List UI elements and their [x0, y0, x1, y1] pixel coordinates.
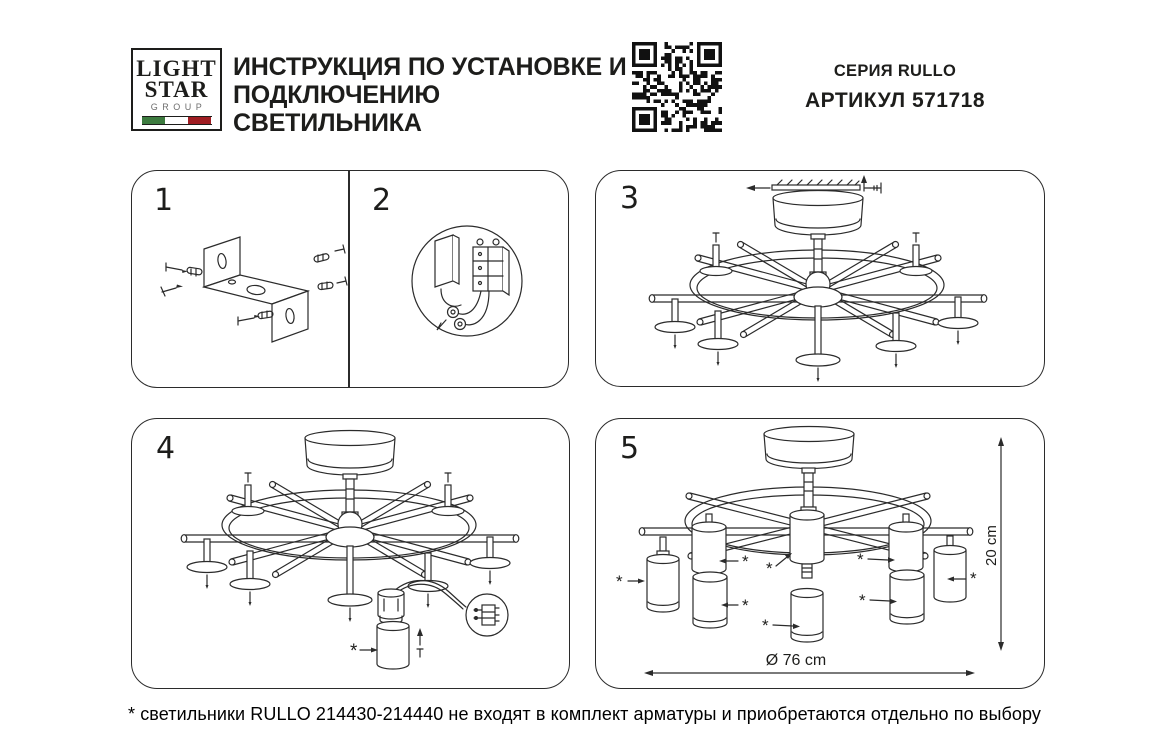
- asterisk-marker: *: [350, 641, 358, 662]
- detail-circle-connector: [466, 594, 508, 636]
- chandelier-frame: [181, 431, 519, 623]
- step5-number: 5: [620, 431, 640, 466]
- screw-anchor-upper-right: [313, 245, 345, 263]
- asterisk-marker: *: [766, 559, 773, 578]
- asterisk-marker: *: [742, 596, 749, 615]
- assembled-chandelier-drawing: [616, 427, 1004, 677]
- step2-illustration: [349, 171, 568, 387]
- page-title: [233, 53, 633, 137]
- spot-lamp-cylinder: [377, 589, 409, 669]
- panel-step5: [595, 418, 1045, 689]
- product-info: [780, 62, 1010, 113]
- logo-light: LIGHT: [136, 56, 217, 81]
- wire: [394, 581, 466, 610]
- terminal-block: [473, 239, 509, 295]
- screw-icon: [865, 183, 881, 193]
- up-arrow-icon: [861, 175, 867, 191]
- title-line1: ИНСТРУКЦИЯ ПО УСТАНОВКЕ И: [233, 53, 627, 81]
- step5-illustration: [596, 419, 1044, 688]
- slide-arrow-left-icon: [746, 185, 770, 191]
- height-dimension-label: 20 cm: [983, 525, 1000, 566]
- dimension-diameter: [644, 652, 975, 676]
- chandelier-frame: [649, 191, 987, 383]
- article-label: АРТИКУЛ 571718: [804, 89, 986, 112]
- asterisk-marker: *: [857, 550, 864, 569]
- step1-illustration: [132, 171, 349, 387]
- ceiling-bar: [772, 180, 860, 190]
- wiring-detail-drawing: [412, 226, 522, 336]
- frame-assembly-drawing: [649, 175, 987, 382]
- series-label: СЕРИЯ RULLO: [833, 62, 957, 80]
- asterisk-callout: [350, 641, 378, 662]
- asterisk-marker: *: [970, 569, 977, 588]
- asterisk-marker: *: [616, 572, 623, 591]
- panel-step1-step2: [131, 170, 569, 388]
- screw-up-icon: [417, 628, 423, 657]
- diameter-dimension-label: Ø 76 cm: [765, 652, 827, 669]
- italian-flag-bar: [142, 116, 212, 125]
- step1-number: 1: [154, 183, 174, 218]
- mounting-bracket-drawing: [161, 237, 347, 342]
- step3-illustration: [596, 171, 1044, 386]
- panel-step3: [595, 170, 1045, 387]
- asterisk-marker: *: [859, 591, 866, 610]
- screw-anchor-left: [166, 263, 202, 276]
- dimension-height: [983, 437, 1004, 651]
- screw-anchor-bottom: [238, 311, 273, 325]
- step2-number: 2: [372, 183, 392, 218]
- logo-star: STAR: [144, 77, 209, 102]
- step4-illustration: [132, 419, 569, 688]
- step3-number: 3: [620, 181, 640, 216]
- asterisk-marker: *: [742, 552, 749, 571]
- footnote: * светильники RULLO 214430-214440 не входят в комплект арматуры и приобретаются отдельно по выбору: [128, 704, 1042, 724]
- panel-step4: [131, 418, 570, 689]
- screw-icon: [161, 285, 183, 297]
- step4-number: 4: [156, 431, 176, 466]
- title-line2: ПОДКЛЮЧЕНИЮ СВЕТИЛЬНИКА: [233, 81, 440, 137]
- lamp-attachment-drawing: [181, 431, 519, 670]
- qr-code: [632, 42, 722, 132]
- asterisk-marker: *: [762, 616, 769, 635]
- screw-anchor-right: [318, 277, 347, 290]
- lightstar-logo: [131, 48, 222, 131]
- logo-group: GROUP: [150, 102, 207, 112]
